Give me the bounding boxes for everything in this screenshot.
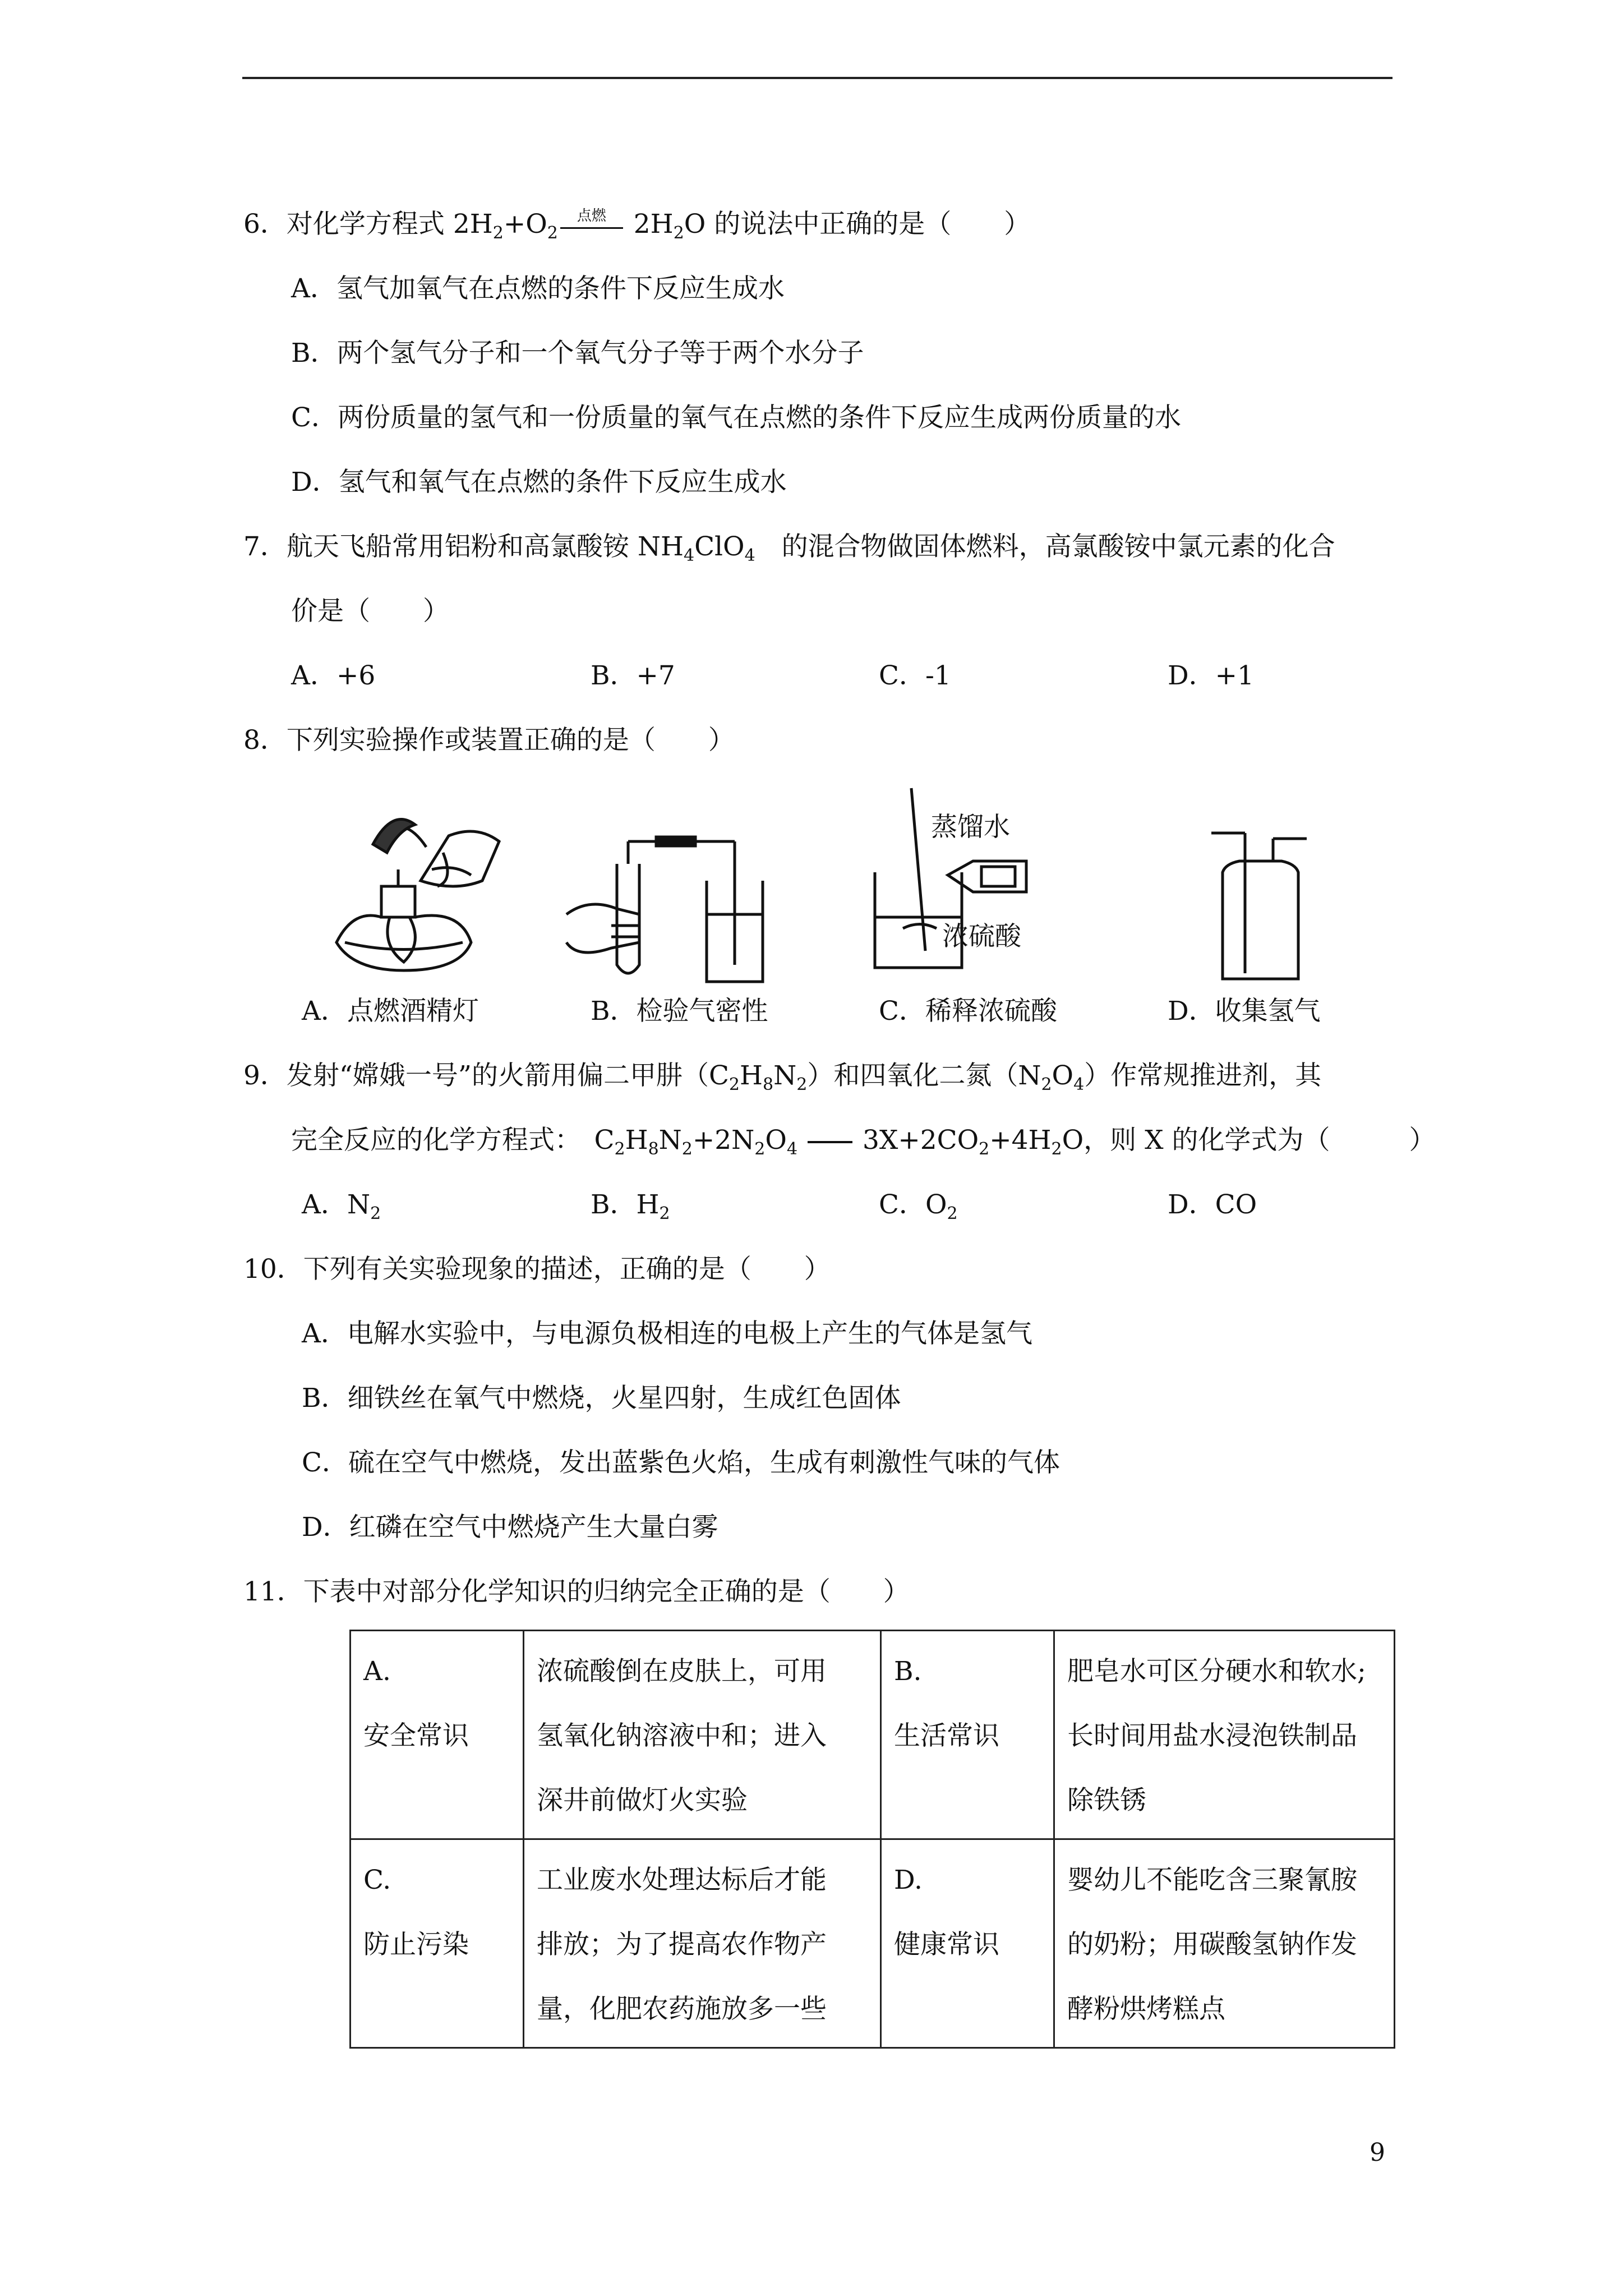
figure-gas-collection-bottle xyxy=(1206,827,1312,984)
q6-stem: 6．对化学方程式 $2H_2+O_2$ 点燃 $2H_2O$ 的说法中正确的是（ ） xyxy=(243,208,1031,243)
header-rule xyxy=(242,77,1393,79)
page-number: 9 xyxy=(1370,2138,1385,2167)
q6-option-a: A．氢气加氧气在点燃的条件下反应生成水 xyxy=(291,273,785,304)
equation-equals-bar xyxy=(808,1141,852,1143)
q7-option-a: A．+6 xyxy=(291,660,376,691)
table-cell: C. 防止污染 xyxy=(351,1839,524,2048)
q7-option-b: B．+7 xyxy=(591,660,675,691)
q7-option-d: D．+1 xyxy=(1168,660,1254,691)
q6-option-b: B．两个氢气分子和一个氧气分子等于两个水分子 xyxy=(291,338,864,369)
q6-option-c: C．两份质量的氢气和一份质量的氧气在点燃的条件下反应生成两份质量的水 xyxy=(291,402,1181,433)
q10-option-d: D．红磷在空气中燃烧产生大量白雾 xyxy=(302,1512,718,1543)
q11-stem: 11．下表中对部分化学知识的归纳完全正确的是（ ） xyxy=(243,1576,910,1607)
q9-option-d: D．CO xyxy=(1168,1189,1257,1220)
q8-option-a: A．点燃酒精灯 xyxy=(302,996,479,1027)
table-cell: D. 健康常识 xyxy=(881,1839,1054,2048)
q10-option-b: B．细铁丝在氧气中燃烧，火星四射，生成红色固体 xyxy=(302,1383,901,1414)
q8-option-d: D．收集氢气 xyxy=(1168,996,1321,1027)
table-row xyxy=(351,1839,1395,2048)
q7-stem-line2: 价是（ ） xyxy=(291,596,449,627)
table-cell: 婴幼儿不能吃含三聚氰胺 的奶粉；用碳酸氢钠作发 酵粉烘烤糕点 xyxy=(1054,1839,1395,2048)
table-cell: A. 安全常识 xyxy=(351,1631,524,1839)
q9-stem-line2: 完全反应的化学方程式： $C_2H_8N_2+2N_2O_4$ $3X+2CO_2+4H_2O$，则 X 的化学式为（ ） xyxy=(291,1125,1436,1159)
q10-stem: 10．下列有关实验现象的描述，正确的是（ ） xyxy=(243,1254,831,1285)
q9-stem-line1: 9．发射“嫦娥一号”的火箭用偏二甲肼$(C_2H_8N_2)$和四氧化二氮$(N_2O_4)$作常规推进剂，其 xyxy=(243,1060,1322,1094)
q9-option-a: A．$N_2$ xyxy=(302,1189,381,1223)
label-concentrated-sulfuric-acid: 浓硫酸 xyxy=(942,921,1021,952)
q8-option-b: B．检验气密性 xyxy=(591,996,768,1027)
q6-option-d: D．氢气和氧气在点燃的条件下反应生成水 xyxy=(291,467,787,498)
figure-alcohol-lamp xyxy=(320,802,510,987)
table-cell: B. 生活常识 xyxy=(881,1631,1054,1839)
q9-option-c: C．$O_2$ xyxy=(879,1189,958,1223)
table-row xyxy=(351,1631,1395,1839)
label-distilled-water: 蒸馏水 xyxy=(931,812,1010,843)
table-cell: 浓硫酸倒在皮肤上，可用 氢氧化钠溶液中和；进入 深井前做灯火实验 xyxy=(524,1631,881,1839)
q7-option-c: C．-1 xyxy=(879,660,951,691)
figure-airtightness-check xyxy=(555,830,780,993)
q7-stem-line1: 7．航天飞船常用铝粉和高氯酸铵 $NH_4ClO_4$ 的混合物做固体燃料，高氯酸铵中氯元素的化合 xyxy=(243,531,1335,565)
reaction-condition-arrow: 点燃 xyxy=(558,212,625,240)
q9-option-b: B．$H_2$ xyxy=(591,1189,670,1223)
q10-option-c: C．硫在空气中燃烧，发出蓝紫色火焰，生成有刺激性气味的气体 xyxy=(302,1447,1060,1478)
q8-option-c: C．稀释浓硫酸 xyxy=(879,996,1057,1027)
table-cell: 肥皂水可区分硬水和软水; 长时间用盐水浸泡铁制品 除铁锈 xyxy=(1054,1631,1395,1839)
knowledge-table xyxy=(349,1630,1395,2049)
q8-stem: 8．下列实验操作或装置正确的是（ ） xyxy=(243,725,735,756)
q10-option-a: A．电解水实验中，与电源负极相连的电极上产生的气体是氢气 xyxy=(302,1318,1032,1349)
table-cell: 工业废水处理达标后才能 排放；为了提高农作物产 量，化肥农药施放多一些 xyxy=(524,1839,881,2048)
